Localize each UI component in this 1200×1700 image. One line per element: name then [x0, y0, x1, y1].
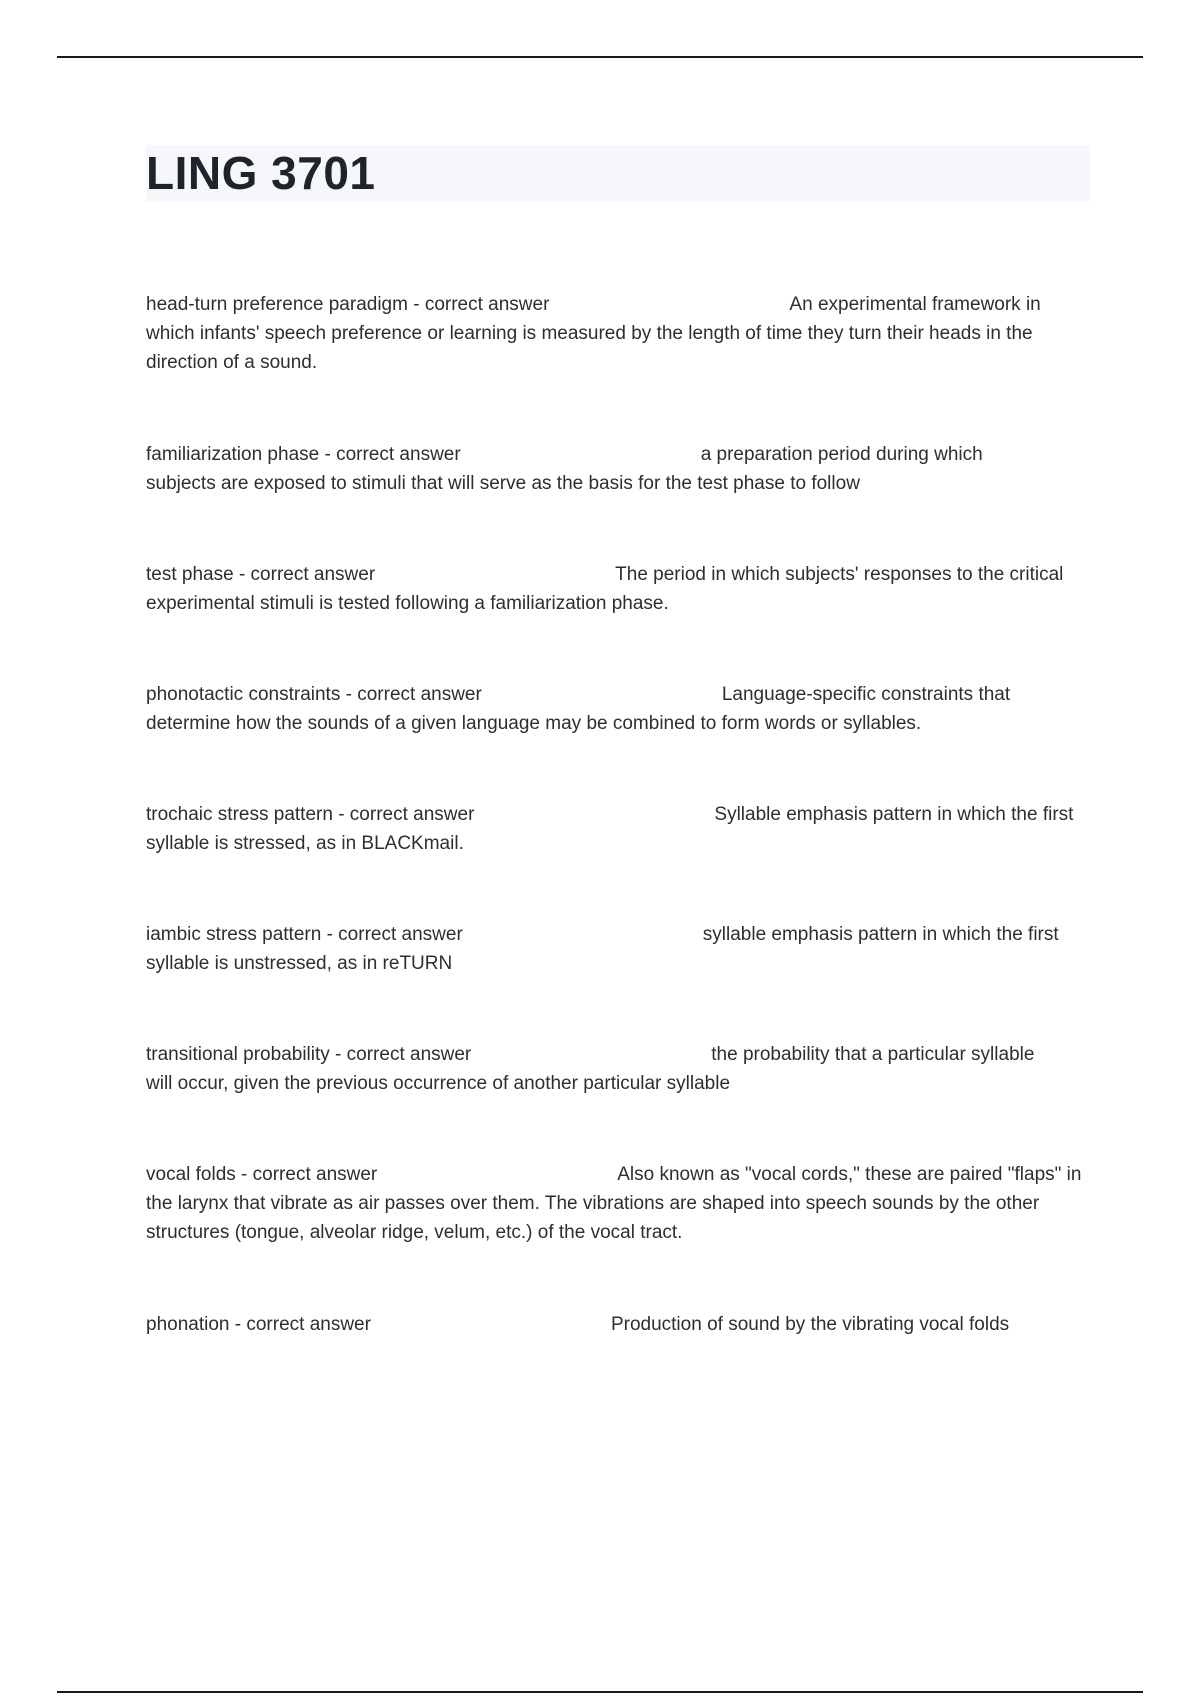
flashcard-entry [146, 1160, 1091, 1247]
entry-term: head-turn preference paradigm - correct answer [146, 294, 550, 315]
entry-term: test phase - correct answer [146, 564, 376, 585]
flashcard-entry [146, 800, 1091, 858]
entry-term: trochaic stress pattern - correct answer [146, 804, 475, 825]
entry-definition: Also known as "vocal cords," these are paired "flaps" in the larynx that vibrate as air passes over them. The vibrations are shaped into speech sounds by the other structures (tongue, alveolar ridge, velum, etc.) of the vocal tract. [146, 1164, 1082, 1243]
top-rule [57, 56, 1143, 58]
flashcard-entry [146, 290, 1091, 377]
entry-definition: the probability that a particular syllable will occur, given the previous occurrence of another particular syllable [146, 1044, 1035, 1094]
page-title: LING 3701 [146, 147, 376, 199]
flashcard-entry [146, 680, 1071, 738]
entry-definition: a preparation period during which subjects are exposed to stimuli that will serve as the basis for the test phase to follow [146, 444, 983, 494]
entry-definition: An experimental framework in which infants' speech preference or learning is measured by the length of time they turn their heads in the direction of a sound. [146, 294, 1041, 373]
flashcard-entry [146, 1310, 1091, 1339]
entry-term: iambic stress pattern - correct answer [146, 924, 463, 945]
entry-definition: The period in which subjects' responses to the critical experimental stimuli is tested following a familiarization phase. [146, 564, 1064, 614]
entry-definition: Production of sound by the vibrating vocal folds [610, 1314, 1010, 1335]
entry-definition: Syllable emphasis pattern in which the first syllable is stressed, as in BLACKmail. [146, 804, 1074, 854]
entry-term: familiarization phase - correct answer [146, 444, 461, 465]
entry-term: phonation - correct answer [146, 1314, 371, 1335]
entry-definition: Language-specific constraints that determine how the sounds of a given language may be combined to form words or syllables. [146, 684, 1011, 734]
entry-term: vocal folds - correct answer [146, 1164, 378, 1185]
entry-term: transitional probability - correct answer [146, 1044, 472, 1065]
flashcard-entry [146, 920, 1091, 978]
flashcard-entry [146, 440, 1046, 498]
flashcard-entry [146, 1040, 1046, 1098]
bottom-rule [57, 1691, 1143, 1693]
entry-definition: syllable emphasis pattern in which the first syllable is unstressed, as in reTURN [146, 924, 1059, 974]
flashcard-entry [146, 560, 1066, 618]
entry-term: phonotactic constraints - correct answer [146, 684, 482, 705]
